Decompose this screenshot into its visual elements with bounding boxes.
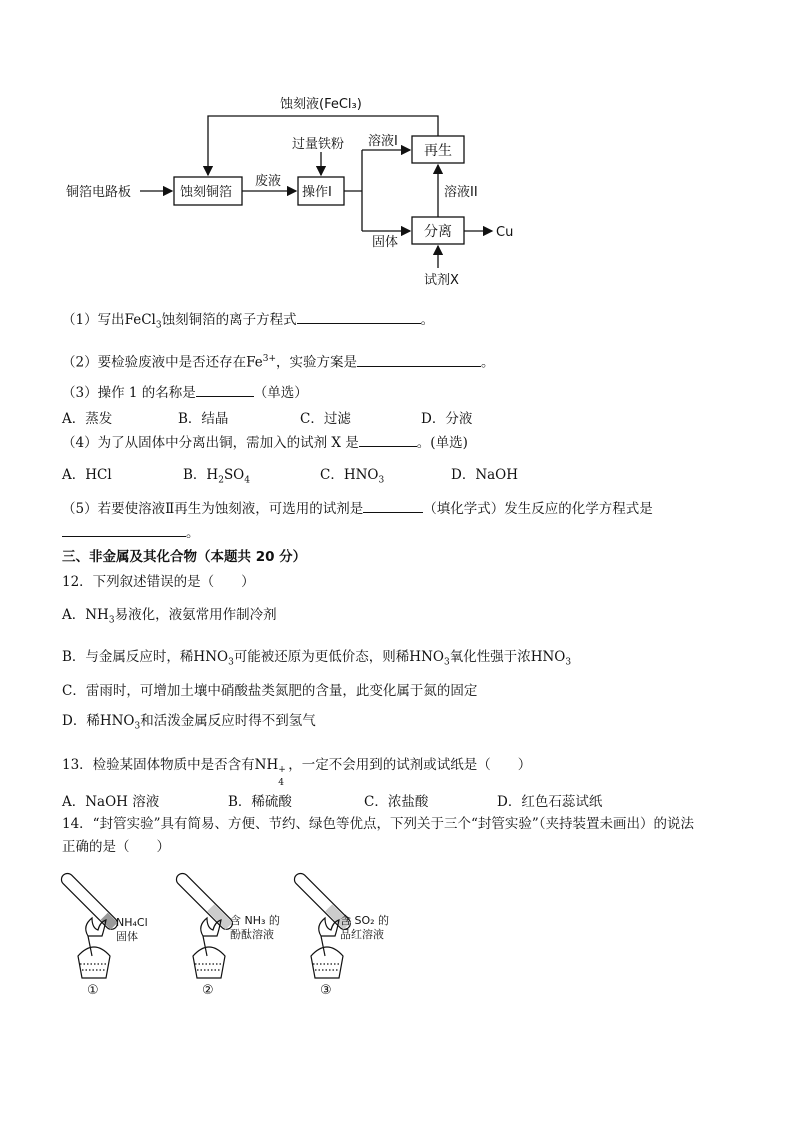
q11-p3-option-a[interactable]: A．蒸发 <box>62 411 113 427</box>
q11-part4: （4）为了从固体中分离出铜，需加入的试剂 X 是 。(单选) <box>62 432 468 452</box>
etchant-label: 蚀刻液(FeCl₃) <box>280 97 362 112</box>
q11-p3-option-d[interactable]: D．分液 <box>421 411 473 427</box>
excess-iron-label: 过量铁粉 <box>292 137 345 152</box>
solid-label: 固体 <box>372 235 399 250</box>
q11-part2: （2）要检验废液中是否还存在$Fe^{3+}$，实验方案是 。 <box>62 350 495 372</box>
q12-option-d[interactable]: D．稀$HNO_3$和活泼金属反应时得不到氢气 <box>62 713 316 732</box>
q14-stem-line2: 正确的是（ ） <box>62 839 170 855</box>
q13-option-d[interactable]: D．红色石蕊试纸 <box>497 794 603 810</box>
answer-blank[interactable] <box>359 432 417 447</box>
answer-blank[interactable] <box>62 522 186 537</box>
q11-p4-option-b[interactable]: B．$H_2SO_4$ <box>183 467 250 486</box>
tube-3-label-1: 含 SO₂ 的 <box>340 914 390 927</box>
apparatus-3-number: ③ <box>320 983 332 998</box>
q11-part5: （5）若要使溶液Ⅱ再生为蚀刻液，可选用的试剂是 （填化学式）发生反应的化学方程式是 <box>62 498 653 518</box>
q13-option-a[interactable]: A．NaOH 溶液 <box>62 794 160 810</box>
q11-p4-option-a[interactable]: A．HCl <box>62 467 112 483</box>
q11-part1: （1）写出FeCl$_3$蚀刻铜箔的离子方程式 。 <box>62 309 434 335</box>
apparatus-1-number: ① <box>87 983 99 998</box>
reagent-x-label: 试剂X <box>424 273 459 288</box>
q11-p3-option-c[interactable]: C．过滤 <box>300 411 351 427</box>
q12-option-c[interactable]: C．雷雨时，可增加土壤中硝酸盐类氮肥的含量，此变化属于氮的固定 <box>62 683 478 699</box>
q13-option-b[interactable]: B．稀硫酸 <box>228 794 292 810</box>
answer-blank[interactable] <box>297 309 421 324</box>
operation-1-label: 操作I <box>302 185 332 200</box>
answer-blank[interactable] <box>363 498 423 513</box>
tube-2-label-1: 含 NH₃ 的 <box>230 914 280 927</box>
section-3-heading: 三、非金属及其化合物（本题共 20 分） <box>62 549 307 565</box>
q12-option-a[interactable]: A．$NH_3$易液化，液氨常用作制冷剂 <box>62 607 277 626</box>
q11-p3-option-b[interactable]: B．结晶 <box>178 411 229 427</box>
tube-1-label-1: NH₄Cl <box>116 916 148 929</box>
q13-stem: 13．检验某固体物质中是否含有NH + 4 ，一定不会用到的试剂或试纸是（ ） <box>62 757 532 788</box>
solution-1-label: 溶液I <box>368 134 398 149</box>
q13-option-c[interactable]: C．浓盐酸 <box>364 794 429 810</box>
q12-stem: 12．下列叙述错误的是（ ） <box>62 574 255 590</box>
tube-3-label-2: 品红溶液 <box>340 928 384 941</box>
q11-part3: （3）操作 1 的名称是 （单选） <box>62 382 308 402</box>
tube-1-label-2: 固体 <box>116 930 138 943</box>
apparatus-2-number: ② <box>202 983 214 998</box>
q14-stem-line1: 14．“封管实验”具有简易、方便、节约、绿色等优点，下列关于三个“封管实验”（夹持装置未画出）的说法 <box>62 816 695 832</box>
cu-label: Cu <box>496 225 514 240</box>
solution-2-label: 溶液II <box>444 185 478 200</box>
answer-blank[interactable] <box>357 352 481 367</box>
regenerate-label: 再生 <box>424 143 452 159</box>
q11-part5-cont: 。 <box>62 522 200 542</box>
q12-option-b[interactable]: B．与金属反应时，稀$HNO_3$可能被还原为更低价态，则稀$HNO_3$氧化性强于浓$HNO_3$ <box>62 649 572 668</box>
apparatus-1 <box>59 871 120 978</box>
separate-label: 分离 <box>424 224 452 240</box>
waste-label: 废液 <box>255 174 282 189</box>
etch-copper-label: 蚀刻铜箔 <box>180 185 233 200</box>
q11-p4-option-d[interactable]: D．NaOH <box>451 467 519 483</box>
sealed-tube-experiments <box>0 870 794 1010</box>
tube-2-label-2: 酚酞溶液 <box>230 928 274 941</box>
copper-board-label: 铜箔电路板 <box>66 185 132 200</box>
apparatus-2 <box>174 871 235 978</box>
answer-blank[interactable] <box>196 382 254 397</box>
process-flowchart <box>0 0 794 300</box>
q11-p4-option-c[interactable]: C．$HNO_3$ <box>320 467 385 486</box>
